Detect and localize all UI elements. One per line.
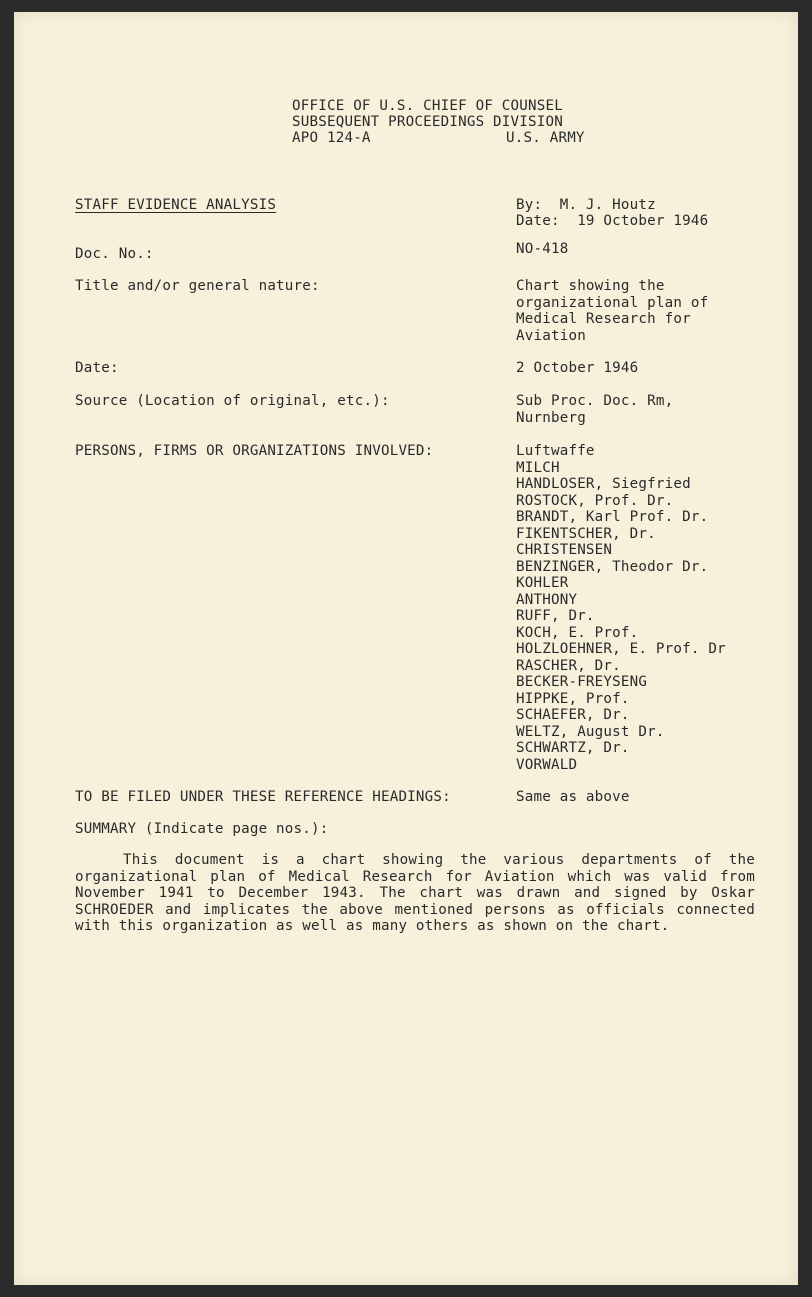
header-apo: APO 124-A xyxy=(292,130,371,146)
persons-label: PERSONS, FIRMS OR ORGANIZATIONS INVOLVED: xyxy=(75,443,434,459)
title-value-line: Medical Research for xyxy=(516,311,691,327)
header-line-2: SUBSEQUENT PROCEEDINGS DIVISION xyxy=(292,114,563,130)
person-item: RUFF, Dr. xyxy=(516,608,595,624)
filed-value: Same as above xyxy=(516,789,630,805)
person-item: RASCHER, Dr. xyxy=(516,657,621,674)
persons-list xyxy=(516,443,726,773)
filed-label: TO BE FILED UNDER THESE REFERENCE HEADINGS: xyxy=(75,789,451,805)
person-item: KOCH, E. Prof. xyxy=(516,624,639,641)
date-label: Date: xyxy=(75,360,119,376)
person-item: HIPPKE, Prof. xyxy=(516,690,630,707)
document-page xyxy=(14,12,798,1285)
person-item: KOHLER xyxy=(516,575,569,591)
person-item: ROSTOCK, Prof. Dr. xyxy=(516,492,674,509)
source-value xyxy=(516,393,673,426)
person-item: HANDLOSER, Siegfried xyxy=(516,476,691,492)
person-item: SCHWARTZ, Dr. xyxy=(516,740,630,756)
doc-no-value: NO-418 xyxy=(516,241,569,257)
title-value-line: Chart showing the xyxy=(516,278,665,294)
title-value-line: organizational plan of xyxy=(516,294,709,311)
person-item: BENZINGER, Theodor Dr. xyxy=(516,558,709,575)
title-label: Title and/or general nature: xyxy=(75,278,320,294)
analysis-title: STAFF EVIDENCE ANALYSIS xyxy=(75,197,277,213)
source-label: Source (Location of original, etc.): xyxy=(75,393,390,409)
person-item: Luftwaffe xyxy=(516,443,595,459)
person-item: WELTZ, August Dr. xyxy=(516,723,665,740)
person-item: BECKER-FREYSENG xyxy=(516,674,648,690)
source-value-line: Nurnberg xyxy=(516,409,586,426)
analyst-name: By: M. J. Houtz xyxy=(516,197,656,213)
person-item: CHRISTENSEN xyxy=(516,542,613,558)
title-value xyxy=(516,278,708,344)
header-line-1: OFFICE OF U.S. CHIEF OF COUNSEL xyxy=(292,98,563,114)
person-item: FIKENTSCHER, Dr. xyxy=(516,525,656,542)
source-value-line: Sub Proc. Doc. Rm, xyxy=(516,393,674,409)
date-value: 2 October 1946 xyxy=(516,360,639,376)
title-value-line: Aviation xyxy=(516,327,586,344)
doc-no-label: Doc. No.: xyxy=(75,246,154,262)
person-item: ANTHONY xyxy=(516,591,578,608)
person-item: VORWALD xyxy=(516,756,578,773)
person-item: SCHAEFER, Dr. xyxy=(516,707,630,723)
summary-label: SUMMARY (Indicate page nos.): xyxy=(75,821,329,837)
analysis-date: Date: 19 October 1946 xyxy=(516,213,709,229)
header-army: U.S. ARMY xyxy=(506,130,585,146)
person-item: MILCH xyxy=(516,459,560,476)
person-item: HOLZLOEHNER, E. Prof. Dr xyxy=(516,641,726,657)
person-item: BRANDT, Karl Prof. Dr. xyxy=(516,509,709,525)
summary-text: This document is a chart showing the various departments of the organizational plan of Medical Research for Aviation which was valid from November 1941 to December 1943. The chart was drawn and signed by Oskar SCHROEDER and implicates the above mentioned persons as officials connected with this organization as well as many others as shown on the chart. xyxy=(75,852,755,934)
